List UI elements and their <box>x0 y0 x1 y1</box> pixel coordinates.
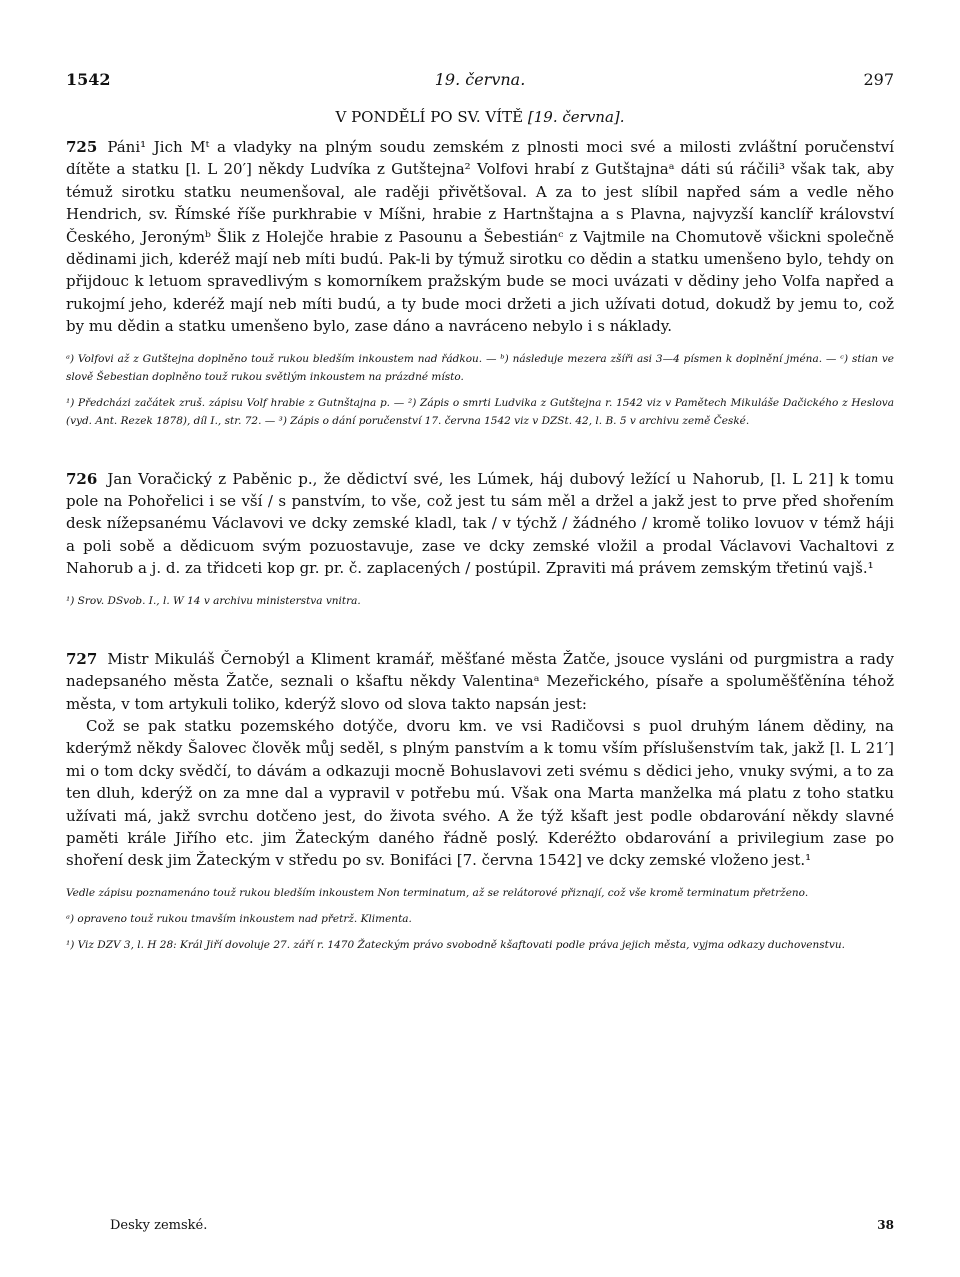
footnote: ¹) Srov. DSvob. I., l. W 14 v archivu ministerstva vnitra. <box>66 594 361 607</box>
footer-label: Desky zemské. <box>110 1218 208 1233</box>
entry-text: Mistr Mikuláš Černobýl a Kliment kramář, měšťané města Žatče, jsouce vysláni od purgmistra a rady nadepsaného města Žatče, seznali o kšaftu někdy Valentinaᵃ Mezeřického, písaře a spoluměšťěnína téhož města, v tom artykuli toliko, kderýž slovo od slova takto napsán jest: <box>66 649 894 713</box>
entry-727 <box>66 648 894 872</box>
entry-number: 726 <box>66 469 98 488</box>
entry-number: 727 <box>66 649 98 668</box>
footnote: ¹) Předcházi začátek zruš. zápisu Volf hrabie z Gutnštajna p. — ²) Zápis o smrti Ludvika z Gutštejna r. 1542 viz v Pamětech Mikuláše Dačického z Heslova (vyd. Ant. Rezek 1878), díl I., str. 72. — ³) Zápis o dání poručenství 17. června 1542 viz v DZSt. 42, l. B. 5 v archivu země České. <box>66 396 894 427</box>
page-footer <box>110 1218 894 1233</box>
footnote: ¹) Viz DZV 3, l. H 28: Král Jiří dovoluje 27. září r. 1470 Žateckým právo svobodně kšaftovati podle práva jejich města, vyjma odkazy duchovenstvu. <box>66 938 845 951</box>
header-date: 19. června. <box>434 70 526 89</box>
entry-text: Jan Voračický z Paběnic p., že dědictví své, les Lúmek, háj dubový ležící u Nahorub, [l. L 21] k tomu pole na Pohořelici i se vší / s panstvím, to vše, což jest tu sám měl a držel a jakž jest to prve před shořením desk nížepsanému Václavovi ve dcky zemské kladl, tak / v týchž / žádného / kromě toliko lovuov v témž háji a poli sobě a dědicuom svým pozuostavuje, zase ve dcky zemské vložil a prodal Václavovi Vachaltovi z Nahorub a j. d. za třidceti kop gr. pr. č. zaplacených / postúpil. Zpraviti má právem zemským třetinú vajš.¹ <box>66 469 894 578</box>
entry-quoted-text: Což se pak statku pozemského dotýče, dvoru km. ve vsi Radičovsi s puol druhým lánem dědiny, na kderýmž někdy Šalovec člověk můj seděl, s plným panstvím a k tomu vším příslušenstvím tak, jakž [l. L 21′] mi o tom dcky svědčí, to dávám a odkazuji mocně Bohuslavovi zeti svému s dědici jeho, vnuky svými, a to za ten dluh, kderýž on za mne dal a vypravil v potřebu mú. Však ona Marta manželka má platu z toho statku užívati má, jakž svrchu dotčeno jest, do života svého. A že týž kšaft jest podle obdarování někdy slavné paměti krále Jiřího etc. jim Žateckým daného řádně poslý. Kderéžto obdarování a privilegium zase po shoření desk jim Žateckým v středu po sv. Bonifáci [7. června 1542] ve dcky zemské vloženo jest.¹ <box>66 716 894 870</box>
page-number: 297 <box>863 70 894 89</box>
section-title <box>66 108 894 126</box>
textual-note: ᵃ) Volfovi až z Gutštejna doplněno touž rukou bledším inkoustem nad řádkou. — ᵇ) následuje mezera zšíři asi 3—4 písmen k doplnění jména. — ᶜ) stian ve slově Šebestian doplněno touž rukou světlým inkoustem na prázdné místo. <box>66 352 894 383</box>
section-title-date: [19. června]. <box>527 108 625 126</box>
entry-726 <box>66 468 894 580</box>
entry-text: Páni¹ Jich Mᵗ a vladyky na plným soudu zemském z plnosti moci své a milosti zvláštní poručenství dítěte a statku [l. L 20′] někdy Ludvíka z Gutštejna² Volfovi hrabí z Gutštajnaᵃ dáti sú ráčili³ však tak, aby témuž sirotku statku neumenšoval, ale raději přivětšoval. A za to jest slíbil napřed sám a vedle něho Hendrich, sv. Římské říše purkhrabie v Míšni, hrabie z Hartnštajna a s Plavna, najvyzší kanclíř království Českého, Jeronýmᵇ Šlik z Holejče hrabie z Pasounu a Šebestiánᶜ z Vajtmile na Chomutově všickni společně dědinami jich, kderéž mají neb míti budú. Pak-li by týmuž sirotku co dědin a statku umenšeno bylo, tehdy on přijdouc k letuom spravedlivým s komorníkem pražským bude se moci uvázati v dědiny jeho Volfa napřed a rukojmí jeho, kderéž mají neb míti budú, a ty bude moci držeti a jich užívati dotud, dokudž by jemu to, což by mu dědin a statku umenšeno bylo, zase dáno a navráceno nebylo i s náklady. <box>66 138 894 336</box>
section-title-main: V PONDĚLÍ PO SV. VÍTĚ <box>335 108 524 126</box>
running-header <box>66 70 894 96</box>
entry-number: 725 <box>66 138 98 156</box>
entry-725 <box>66 136 894 338</box>
textual-note: ᵃ) opraveno touž rukou tmavším inkoustem nad přetrž. Klimenta. <box>66 912 412 925</box>
signature-mark: 38 <box>877 1218 894 1232</box>
editorial-note: Vedle zápisu poznamenáno touž rukou bledším inkoustem Non terminatum, až se relátorové přiznají, což vše kromě terminatum přetrženo. <box>66 886 809 899</box>
header-year: 1542 <box>66 70 111 89</box>
